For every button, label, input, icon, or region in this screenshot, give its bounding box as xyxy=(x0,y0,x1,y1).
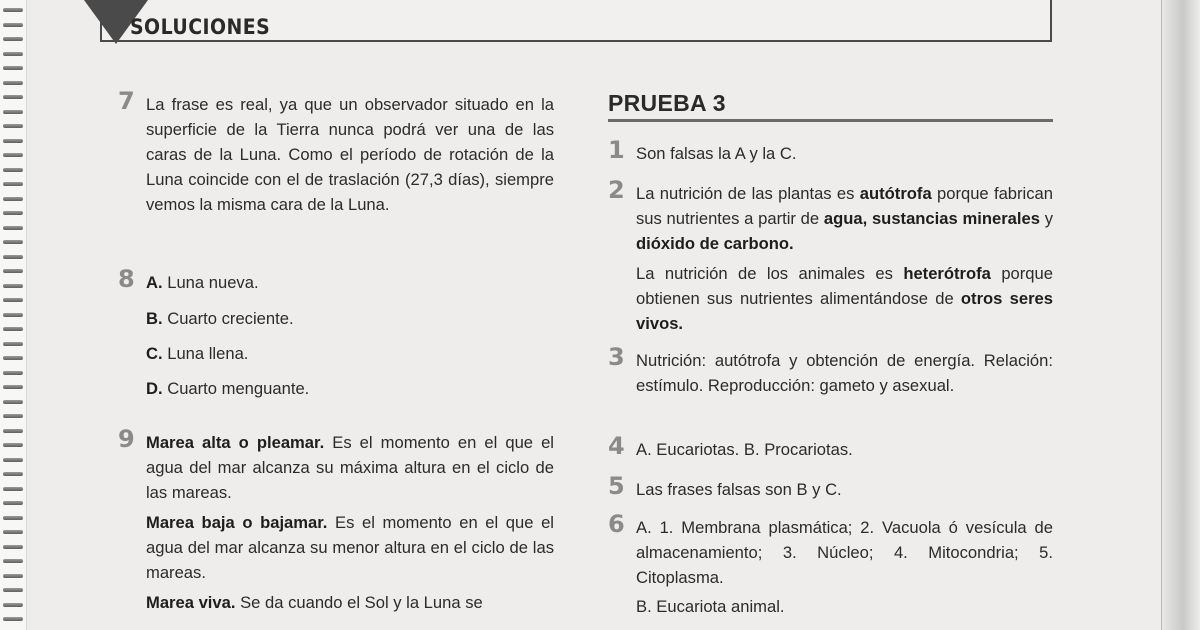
binding-ring xyxy=(3,284,23,288)
binding-ring xyxy=(3,371,23,375)
answer-sub-text: B. Eucariota animal. xyxy=(636,597,785,616)
binding-ring xyxy=(3,110,23,114)
animal-nutrition: La nutrición de los animales es heterótrofa porque obtienen sus nutrientes alimentándose de otros seres vivos. xyxy=(636,264,1053,333)
binding-ring xyxy=(3,66,23,70)
answer-text: A. Eucariotas. B. Procariotas. xyxy=(636,440,853,459)
binding-ring xyxy=(3,501,23,505)
question-number: 9 xyxy=(118,425,135,453)
binding-ring xyxy=(3,472,23,476)
binding-ring xyxy=(3,182,23,186)
answer-text: La frase es real, ya que un observador situado en la superficie de la Tierra nunca podrá ver una de las caras de la Luna. Como el período de rotación de la Luna coincide con el de traslación (27,3 días), siempre vemos la misma cara de la Luna. xyxy=(146,95,554,214)
binding-ring xyxy=(3,124,23,128)
binding-ring xyxy=(3,95,23,99)
binding-ring xyxy=(3,400,23,404)
binding-ring xyxy=(3,487,23,491)
question-number: 3 xyxy=(608,343,625,371)
binding-ring xyxy=(3,37,23,41)
answer-text: Son falsas la A y la C. xyxy=(636,144,797,163)
binding-ring xyxy=(3,8,23,12)
spiral-binding xyxy=(0,0,27,630)
binding-ring xyxy=(3,211,23,215)
binding-ring xyxy=(3,52,23,56)
binding-ring xyxy=(3,414,23,418)
binding-ring xyxy=(3,168,23,172)
binding-ring xyxy=(3,530,23,534)
question-number: 4 xyxy=(608,432,625,460)
binding-ring xyxy=(3,443,23,447)
answer-text: Nutrición: autótrofa y obtención de energía. Relación: estímulo. Reproducción: gameto y asexual. xyxy=(636,351,1053,395)
question-number: 5 xyxy=(608,472,625,500)
section-rule xyxy=(608,119,1053,122)
binding-ring xyxy=(3,342,23,346)
question-number: 8 xyxy=(118,265,135,293)
binding-ring xyxy=(3,269,23,273)
answer-a: A. Luna nueva. xyxy=(146,273,259,292)
binding-ring xyxy=(3,81,23,85)
binding-ring xyxy=(3,298,23,302)
answer-text: A. 1. Membrana plasmática; 2. Vacuola ó vesícula de almacenamiento; 3. Núcleo; 4. Mitocondria; 5. Citoplasma. xyxy=(636,518,1053,587)
page-edge xyxy=(1161,0,1200,630)
binding-ring xyxy=(3,139,23,143)
answer-c: C. Luna llena. xyxy=(146,344,249,363)
marea-baja: Marea baja o bajamar. Es el momento en el que el agua del mar alcanza su menor altura en el ciclo de las mareas. xyxy=(146,513,554,582)
answer-text: Las frases falsas son B y C. xyxy=(636,480,842,499)
question-number: 6 xyxy=(608,510,625,538)
section-title: PRUEBA 3 xyxy=(608,90,726,116)
binding-ring xyxy=(3,574,23,578)
binding-ring xyxy=(3,356,23,360)
binding-ring xyxy=(3,255,23,259)
binding-ring xyxy=(3,617,23,621)
binding-ring xyxy=(3,588,23,592)
binding-ring xyxy=(3,313,23,317)
plant-nutrition: La nutrición de las plantas es autótrofa porque fabrican sus nutrientes a partir de agua, sustancias minerales y dióxido de carbono. xyxy=(636,184,1053,253)
binding-ring xyxy=(3,153,23,157)
header-title: SOLUCIONES xyxy=(130,15,271,39)
binding-ring xyxy=(3,197,23,201)
answer-d: D. Cuarto menguante. xyxy=(146,379,310,398)
binding-ring xyxy=(3,559,23,563)
binding-ring xyxy=(3,226,23,230)
answer-b: B. Cuarto creciente. xyxy=(146,309,294,328)
binding-ring xyxy=(3,23,23,27)
question-number: 7 xyxy=(118,87,135,115)
marea-alta: Marea alta o pleamar. Es el momento en el que el agua del mar alcanza su máxima altura en el ciclo de las mareas. xyxy=(146,433,554,502)
question-number: 1 xyxy=(608,136,625,164)
binding-ring xyxy=(3,327,23,331)
question-number: 2 xyxy=(608,176,625,204)
binding-ring xyxy=(3,240,23,244)
binding-ring xyxy=(3,458,23,462)
binding-ring xyxy=(3,603,23,607)
binding-ring xyxy=(3,429,23,433)
binding-ring xyxy=(3,385,23,389)
binding-ring xyxy=(3,516,23,520)
binding-ring xyxy=(3,545,23,549)
marea-viva: Marea viva. Se da cuando el Sol y la Luna se xyxy=(146,593,483,612)
